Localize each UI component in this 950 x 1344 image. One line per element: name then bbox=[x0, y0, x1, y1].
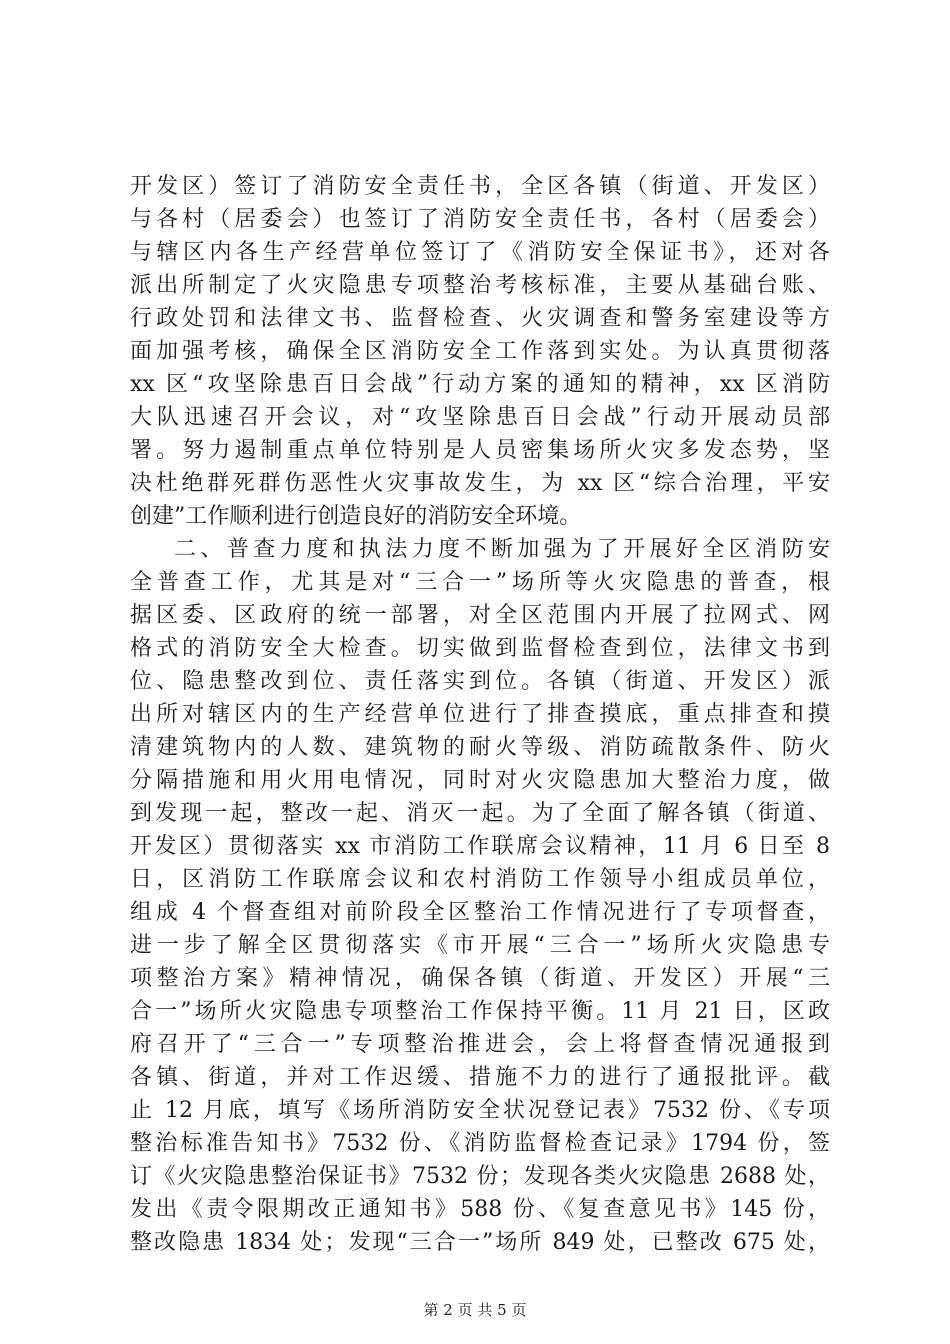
text-line: 位、隐患整改到位、责任落实到位。各镇（街道、开发区）派 bbox=[130, 669, 830, 694]
text-line: 格式的消防安全大检查。切实做到监督检查到位，法律文书到 bbox=[130, 636, 830, 661]
text-line: 各镇、街道，并对工作迟缓、措施不力的进行了通报批评。截 bbox=[130, 1065, 830, 1090]
text-line: 组成 4 个督查组对前阶段全区整治工作情况进行了专项督查， bbox=[130, 900, 830, 925]
text-line: 整治标准告知书》7532 份、《消防监督检查记录》1794 份，签 bbox=[130, 1131, 830, 1156]
text-line: 日，区消防工作联席会议和农村消防工作领导小组成员单位， bbox=[130, 867, 830, 892]
text-line: 清建筑物内的人数、建筑物的耐火等级、消防疏散条件、防火 bbox=[130, 735, 830, 760]
section-heading-line: 二、普查力度和执法力度不断加强为了开展好全区消防安 bbox=[174, 537, 830, 562]
text-line: 面加强考核，确保全区消防安全工作落到实处。为认真贯彻落 bbox=[130, 339, 830, 364]
text-line: 到发现一起，整改一起、消灭一起。为了全面了解各镇（街道、 bbox=[130, 801, 830, 826]
text-line: 项整治方案》精神情况，确保各镇（街道、开发区）开展“三 bbox=[130, 966, 830, 991]
text-line: 整改隐患 1834 处；发现“三合一”场所 849 处，已整改 675 处， bbox=[130, 1230, 830, 1255]
text-line: 派出所制定了火灾隐患专项整治考核标准，主要从基础台账、 bbox=[130, 273, 830, 298]
text-line: 决杜绝群死群伤恶性火灾事故发生，为 xx 区“综合治理，平安 bbox=[130, 471, 830, 496]
text-line: 大队迅速召开会议，对“攻坚除患百日会战”行动开展动员部 bbox=[130, 405, 830, 430]
text-line: 分隔措施和用火用电情况，同时对火灾隐患加大整治力度，做 bbox=[130, 768, 830, 793]
text-line: 开发区）贯彻落实 xx 市消防工作联席会议精神，11 月 6 日至 8 bbox=[130, 834, 830, 859]
text-line: 创建”工作顺利进行创造良好的消防安全环境。 bbox=[130, 504, 582, 529]
text-line: 开发区）签订了消防安全责任书，全区各镇（街道、开发区） bbox=[130, 174, 830, 199]
document-body bbox=[130, 170, 830, 1259]
page-number-footer: 第 2 页 共 5 页 bbox=[423, 1301, 527, 1319]
text-line: 署。努力遏制重点单位特别是人员密集场所火灾多发态势，坚 bbox=[130, 438, 830, 463]
text-line: 合一”场所火灾隐患专项整治工作保持平衡。11 月 21 日，区政 bbox=[130, 999, 830, 1024]
text-line: 出所对辖区内的生产经营单位进行了排查摸底，重点排查和摸 bbox=[130, 702, 830, 727]
text-line: 行政处罚和法律文书、监督检查、火灾调查和警务室建设等方 bbox=[130, 306, 830, 331]
text-line: 与各村（居委会）也签订了消防安全责任书，各村（居委会） bbox=[130, 207, 830, 232]
text-line: 发出《责令限期改正通知书》588 份、《复查意见书》145 份， bbox=[130, 1197, 830, 1222]
text-line: 订《火灾隐患整治保证书》7532 份；发现各类火灾隐患 2688 处， bbox=[130, 1164, 830, 1189]
text-line: 府召开了“三合一”专项整治推进会，会上将督查情况通报到 bbox=[130, 1032, 830, 1057]
text-line: 据区委、区政府的统一部署，对全区范围内开展了拉网式、网 bbox=[130, 603, 830, 628]
text-line: 进一步了解全区贯彻落实《市开展“三合一”场所火灾隐患专 bbox=[130, 933, 830, 958]
text-line: 全普查工作，尤其是对“三合一”场所等火灾隐患的普查，根 bbox=[130, 570, 830, 595]
text-line: 与辖区内各生产经营单位签订了《消防安全保证书》，还对各 bbox=[130, 240, 830, 265]
text-line: xx 区“攻坚除患百日会战”行动方案的通知的精神，xx 区消防 bbox=[130, 372, 830, 397]
text-line: 止 12 月底，填写《场所消防安全状况登记表》7532 份、《专项 bbox=[130, 1098, 830, 1123]
